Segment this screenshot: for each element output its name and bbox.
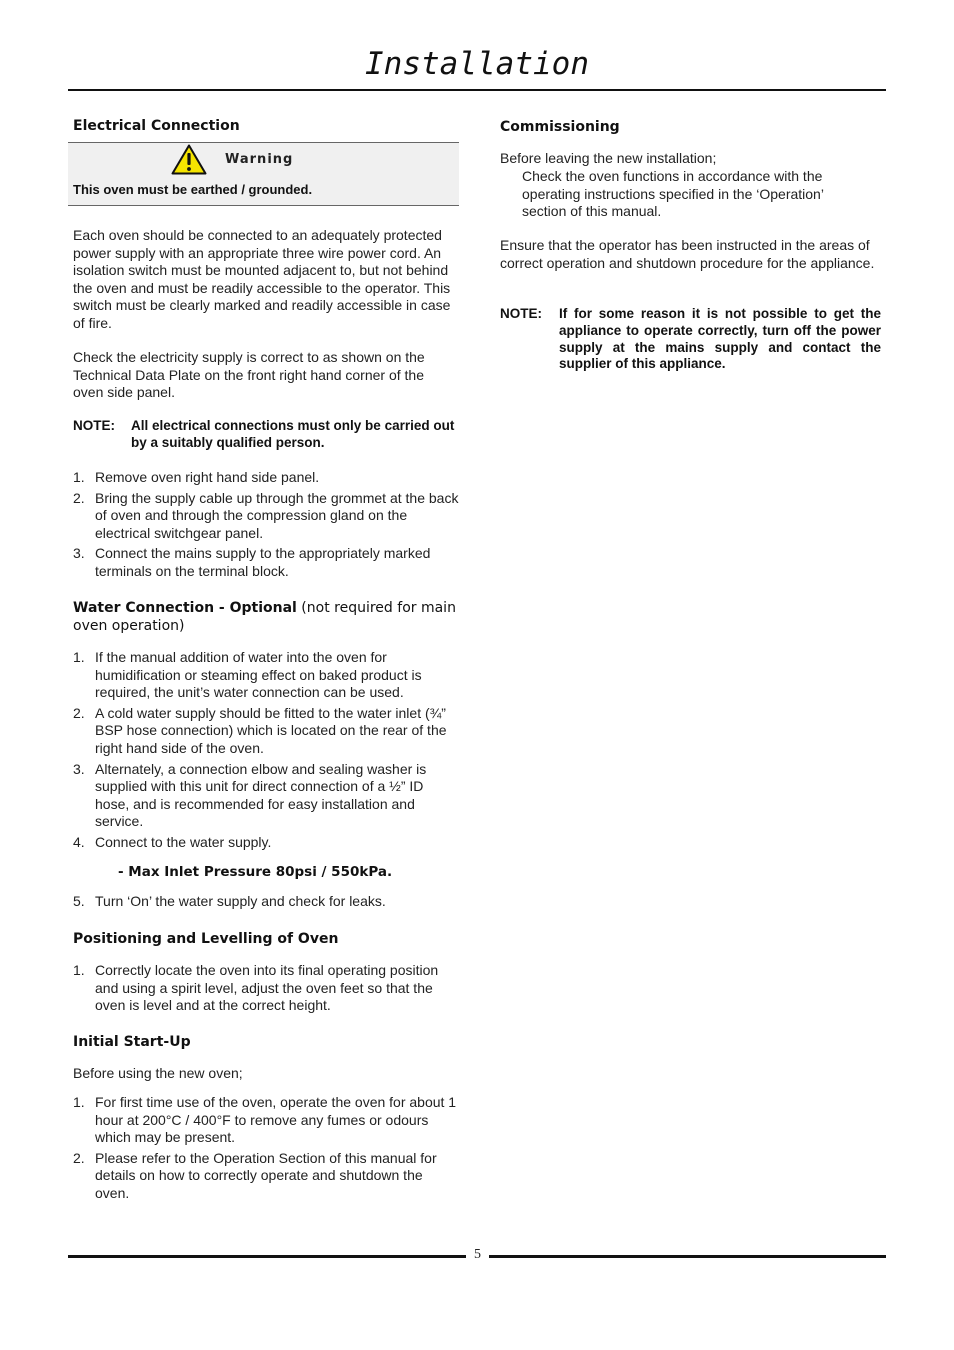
positioning-heading: Positioning and Levelling of Oven — [73, 931, 339, 947]
warning-label: Warning — [225, 152, 294, 167]
warning-triangle-icon — [171, 144, 207, 175]
title-rule — [68, 89, 886, 91]
water-heading: Water Connection - Optional (not required for main oven operation) — [73, 600, 456, 634]
footer-rule-left — [68, 1255, 466, 1258]
water-step-5 — [73, 893, 459, 914]
list-item: 3. Connect the mains supply to the appropriately marked terminals on the terminal block. — [73, 545, 431, 579]
electrical-paragraph-1: Each oven should be connected to an adequately protected power supply with an appropriate three wire power cord. An isolation switch must be mounted adjacent to, but not behind the oven and must be readily accessible to the operator. This switch must be clearly marked and readily accessible in case of fire. — [73, 227, 451, 331]
list-item: 1. If the manual addition of water into the oven for humidification or steaming effect on baked product is required, the unit’s water connection can be used. — [73, 649, 422, 701]
note-label: NOTE: — [73, 418, 115, 433]
list-item: 1. Remove oven right hand side panel. — [73, 469, 320, 485]
startup-steps — [73, 1094, 459, 1206]
list-item: 2. A cold water supply should be fitted to the water inlet (¾” BSP hose connection) which is located on the rear of the right hand side of the oven. — [73, 704, 447, 756]
positioning-steps — [73, 962, 459, 1018]
commissioning-paragraph: Ensure that the operator has been instructed in the areas of correct operation and shutdown procedure for the appliance. — [500, 237, 875, 271]
electrical-note — [73, 418, 459, 454]
commissioning-note — [500, 306, 882, 374]
startup-intro: Before using the new oven; — [73, 1065, 243, 1081]
water-steps — [73, 649, 459, 855]
list-item: 2. Bring the supply cable up through the grommet at the back of oven and through the compression gland on the electrical switchgear panel. — [73, 489, 459, 541]
list-item: 1. For first time use of the oven, operate the oven for about 1 hour at 200°C / 400°F to remove any fumes or odours which may be present. — [73, 1094, 457, 1146]
note-text: If for some reason it is not possible to get the appliance to operate correctly, turn off the power supply at the mains supply and contact the supplier of this appliance. — [559, 306, 881, 372]
electrical-steps — [73, 469, 459, 584]
footer-rule-right — [489, 1255, 886, 1258]
warning-text: This oven must be earthed / grounded. — [73, 182, 313, 197]
electrical-paragraph-2: Check the electricity supply is correct to as shown on the Technical Data Plate on the front right hand corner of the oven side panel. — [73, 349, 425, 401]
list-item: 1. Correctly locate the oven into its final operating position and using a spirit level, adjust the oven feet so that the oven is level and at the correct height. — [73, 962, 439, 1014]
warning-box — [68, 142, 459, 206]
list-item: 5. Turn ‘On’ the water supply and check for leaks. — [73, 893, 386, 909]
page-number: 5 — [474, 1247, 481, 1262]
max-pressure: - Max Inlet Pressure 80psi / 550kPa. — [118, 864, 393, 880]
list-item: 4. Connect to the water supply. — [73, 833, 272, 850]
commissioning-intro: Before leaving the new installation; — [500, 150, 717, 166]
startup-heading: Initial Start-Up — [73, 1034, 191, 1050]
commissioning-heading: Commissioning — [500, 119, 620, 135]
list-item: 2. Please refer to the Operation Section of this manual for details on how to correctly operate and shutdown the oven. — [73, 1149, 437, 1201]
note-label: NOTE: — [500, 306, 542, 321]
commissioning-indent: Check the oven functions in accordance with the operating instructions specified in the ‘Operation’ section of this manual. — [522, 168, 824, 220]
page-title: Installation — [365, 46, 589, 82]
note-text: All electrical connections must only be carried out by a suitably qualified person. — [131, 418, 455, 450]
electrical-heading: Electrical Connection — [73, 118, 240, 134]
list-item: 3. Alternately, a connection elbow and sealing washer is supplied with this unit for direct connection of a ½” ID hose, and is recommended for easy installation and service. — [73, 760, 427, 830]
